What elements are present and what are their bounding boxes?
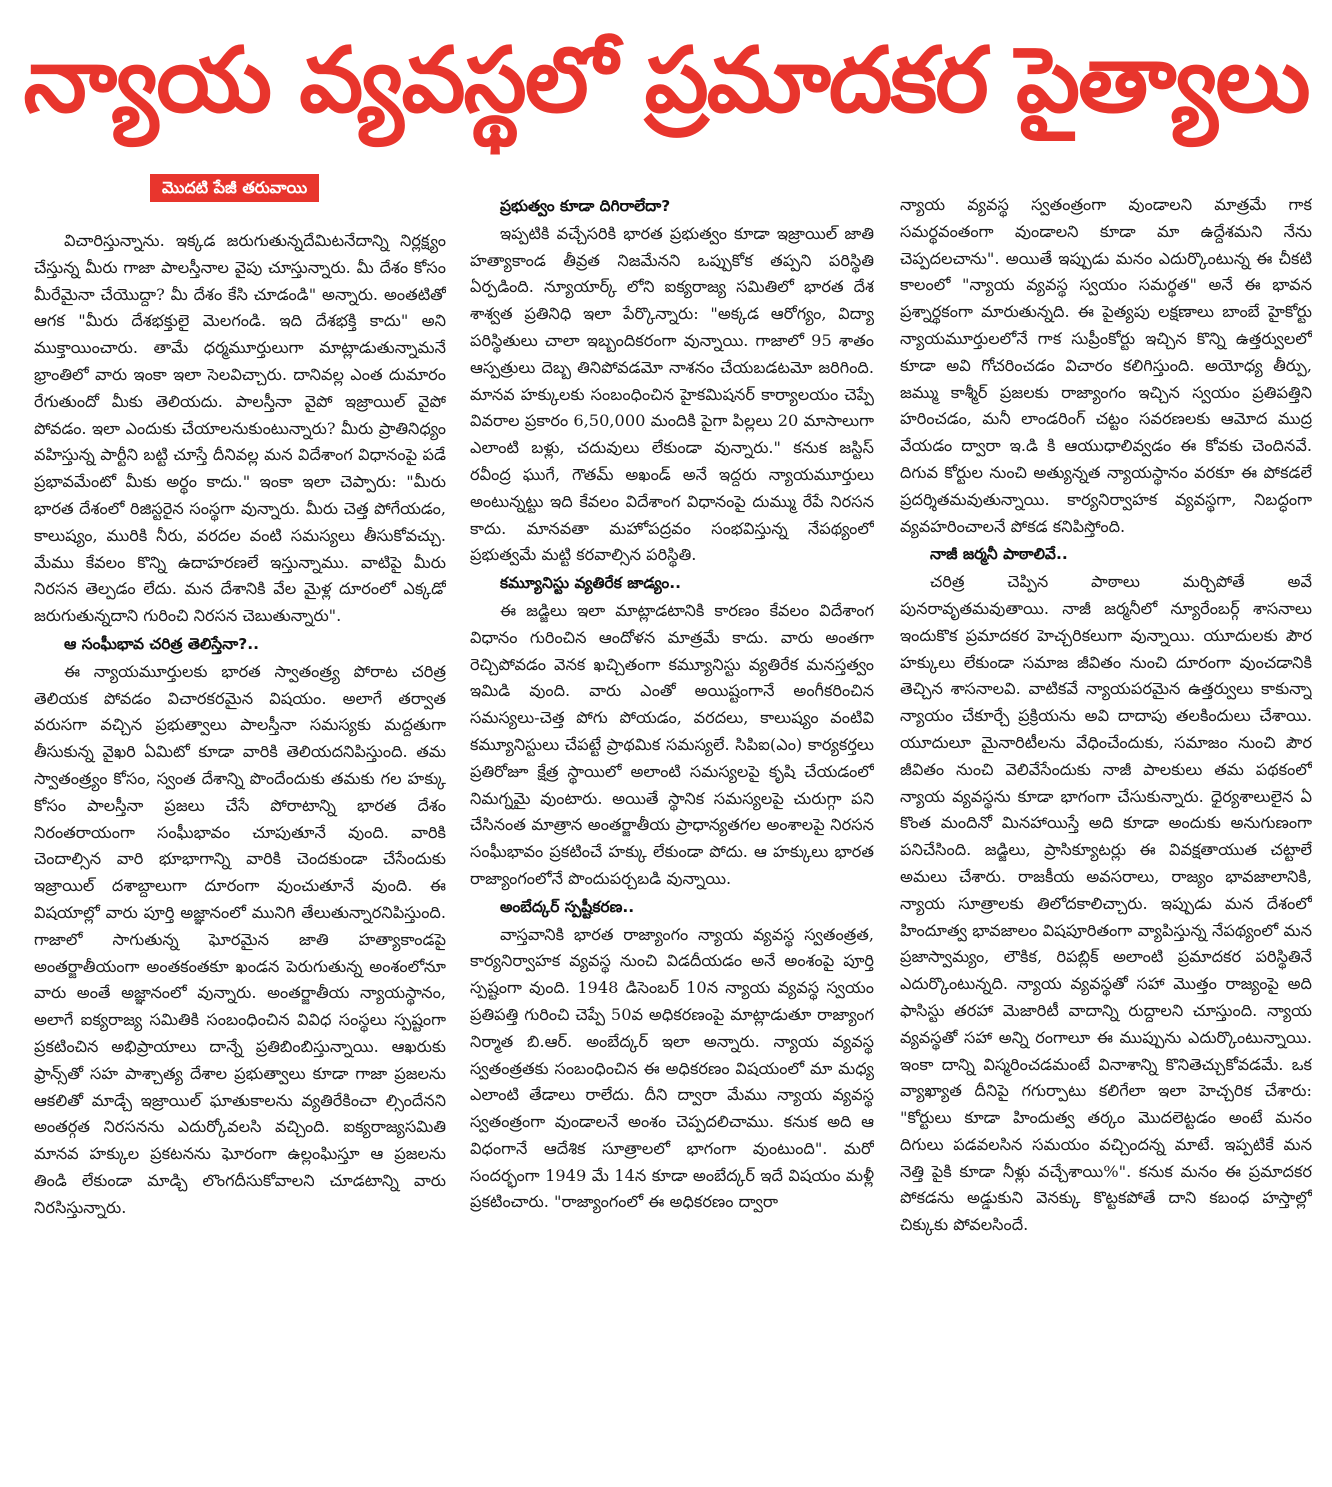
paragraph: ఈ న్యాయమూర్తులకు భారత స్వాతంత్ర్య పోరాట చరిత్ర తెలియక పోవడం విచారకరమైన విషయం. అలాగే తర్వాత వరుసగా వచ్చిన ప్రభుత్వాలు పాలస్తీనా సమస్యకు మద్దతుగా తీసుకున్న వైఖరి ఏమిటో కూడా వారికి తెలియదనిపిస్తుంది. తమ స్వాతంత్ర్యం కోసం, స్వంత దేశాన్ని పొందేందుకు తమకు గల హక్కు కోసం పాలస్తీనా ప్రజలు చేసే పోరాటాన్ని భారత దేశం నిరంతరాయంగా సంఘీభావం చూపుతూనే వుంది. వారికి చెందాల్సిన వారి భూభాగాన్ని వారికి చెందకుండా చేసేందుకు ఇజ్రాయిల్ దశాబ్దాలుగా దూరంగా వుంచుతూనే వుంది. ఈ విషయాల్లో వారు పూర్తి అజ్ఞానంలో మునిగి తేలుతున్నారనిపిస్తుంది. గాజాలో సాగుతున్న ఘోరమైన జాతి హత్యాకాండపై అంతర్జాతీయంగా అంతకంతకూ ఖండన పెరుగుతున్న అంశంలోనూ వారు అంతే అజ్ఞానంలో వున్నారు. అంతర్జాతీయ న్యాయస్థానం, అలాగే ఐక్యరాజ్య సమితికి సంబంధించిన వివిధ సంస్థలు స్పష్టంగా ప్రకటించిన అభిప్రాయాలు దాన్నే ప్రతిబింబిస్తున్నాయి. ఆఖరుకు ఫ్రాన్స్‌తో సహ పాశ్చాత్య దేశాల ప్రభుత్వాలు కూడా గాజా ప్రజలను ఆకలితో మాడ్చే ఇజ్రాయిల్ ఘాతుకాలను వ్యతిరేకించా ల్సిందేనని అంతర్గత నిరసనను ఎదుర్కోవలసి వచ్చింది. ఐక్యరాజ్యసమితి మానవ హక్కుల ప్రకటనను ఘోరంగా ఉల్లంఘిస్తూ ఆ ప్రజలను తిండి లేకుండా మాడ్చి లొంగదీసుకోవాలని చూడటాన్ని వారు నిరసిస్తున్నారు. xyxy=(34,661,446,1217)
headline: న్యాయ వ్యవస్థలో ప్రమాదకర పైత్యాలు xyxy=(23,28,1309,133)
subheading: ఆ సంఘీభావ చరిత్ర తెలిస్తేనా?.. xyxy=(64,634,260,653)
article-column-1 xyxy=(34,228,446,1468)
paragraph: ఈ జడ్జిలు ఇలా మాట్లాడటానికి కారణం కేవలం విదేశాంగ విధానం గురించిన ఆందోళన మాత్రమే కాదు. వారు అంతగా రెచ్చిపోవడం వెనక ఖచ్చితంగా కమ్యూనిస్టు వ్యతిరేక మనస్తత్వం ఇమిడి వుంది. వారు ఎంతో అయిష్టంగానే అంగీకరించిన సమస్యలు-చెత్త పోగు పోయడం, వరదలు, కాలుష్యం వంటివి కమ్యూనిస్టులు చేపట్టే ప్రాథమిక సమస్యలే. సిపిఐ(ఎం) కార్యకర్తలు ప్రతిరోజూ క్షేత్ర స్థాయిలో అలాంటి సమస్యలపై కృషి చేయడంలో నిమగ్నమై వుంటారు. అయితే స్థానిక సమస్యలపై చురుగ్గా పని చేసినంత మాత్రాన అంతర్జాతీయ ప్రాధాన్యతగల అంశాలపై నిరసన సంఘీభావం ప్రకటించే హక్కు లేకుండా పోదు. ఆ హక్కులు భారత రాజ్యాంగంలోనే పొందుపర్చబడి వున్నాయి. xyxy=(470,600,874,888)
continued-from-front-page-label: మొదటి పేజీ తరువాయి xyxy=(150,174,319,202)
article-column-2 xyxy=(470,192,874,1472)
paragraph: విచారిస్తున్నాను. ఇక్కడ జరుగుతున్నదేమిటనేదాన్ని నిర్లక్ష్యం చేస్తున్న మీరు గాజా పాలస్తీనాల వైపు చూస్తున్నారు. మీ దేశం కోసం మీరేమైనా చేయొద్దా? మీ దేశం కేసి చూడండి" అన్నారు. అంతటితో ఆగక "మీరు దేశభక్తులై మెలగండి. ఇది దేశభక్తి కాదు" అని ముక్తాయించారు. తామే ధర్మమూర్తులుగా మాట్లాడుతున్నామనే భ్రాంతిలో వారు ఇంకా ఇలా సెలవిచ్చారు. దానివల్ల ఎంత దుమారం రేగుతుందో మీకు తెలియదు. పాలస్తీనా వైపో ఇజ్రాయిల్ వైపో పోవడం. ఇలా ఎందుకు చేయాలనుకుంటున్నారు? మీరు ప్రాతినిధ్యం వహిస్తున్న పార్టీని బట్టి చూస్తే దీనివల్ల మన విదేశాంగ విధానంపై పడే ప్రభావమేంటో మీకు అర్థం కాదు." ఇంకా ఇలా చెప్పారు: "మీరు భారత దేశంలో రిజిస్టరైన సంస్థగా వున్నారు. మీరు చెత్త పోగేయడం, కాలుష్యం, మురికి నీరు, వరదల వంటి సమస్యలు తీసుకోవచ్చు. మేము కేవలం కొన్ని ఉదాహరణలే ఇస్తున్నాము. వాటిపై మీరు నిరసన తెల్పడం లేదు. మన దేశానికి వేల మైళ్ల దూరంలో ఎక్కడో జరుగుతున్నదాని గురించి నిరసన చెబుతున్నారు". xyxy=(34,231,446,626)
article-column-3 xyxy=(900,192,1312,1452)
paragraph: ఇప్పటికి వచ్చేసరికి భారత ప్రభుత్వం కూడా ఇజ్రాయిల్ జాతి హత్యాకాండ తీవ్రత నిజమేనని ఒప్పుకోక తప్పని పరిస్థితి ఏర్పడింది. న్యూయార్క్ లోని ఐక్యరాజ్య సమితిలో భారత దేశ శాశ్వత ప్రతినిధి ఇలా పేర్కొన్నారు: "అక్కడ ఆరోగ్యం, విద్యా పరిస్థితులు చాలా ఇబ్బందికరంగా వున్నాయి. గాజాలో 95 శాతం ఆస్పత్రులు దెబ్బ తినిపోవడమో నాశనం చేయబడటమో జరిగింది. మానవ హక్కులకు సంబంధించిన హైకమిషనర్ కార్యాలయం చెప్పే వివరాల ప్రకారం 6,50,000 మందికి పైగా పిల్లలు 20 మాసాలుగా ఎలాంటి బళ్లు, చదువులు లేకుండా వున్నారు." కనుక జస్టిస్ రవీంద్ర ఘుగే, గౌతమ్ అఖండ్ అనే ఇద్దరు న్యాయమూర్తులు అంటున్నట్టు ఇది కేవలం విదేశాంగ విధానంపై దుమ్ము రేపే నిరసన కాదు. మానవతా మహోపద్రవం సంభవిస్తున్న నేపథ్యంలో ప్రభుత్వమే మట్టి కరవాల్సిన పరిస్థితి. xyxy=(470,223,874,565)
paragraph: చరిత్ర చెప్పిన పాఠాలు మర్చిపోతే అవే పునరావృతమవుతాయి. నాజీ జర్మనీలో న్యూరేంబర్గ్ శాసనాలు ఇందుకొక ప్రమాదకర హెచ్చరికలుగా వున్నాయి. యూదులకు పౌర హక్కులు లేకుండా సమాజ జీవితం నుంచి దూరంగా వుంచడానికి తెచ్చిన శాసనాలవి. వాటికవే న్యాయపరమైన ఉత్తర్వులు కాకున్నా న్యాయం చేకూర్చే ప్రక్రియను అవి దాదాపు తలకిందులు చేశాయి. యూదులూ మైనారిటీలను వేధించేందుకు, సమాజం నుంచి పౌర జీవితం నుంచి వెలివేసేందుకు నాజీ పాలకులు తమ పథకంలో న్యాయ వ్యవస్థను కూడా భాగంగా చేసుకున్నారు. ధైర్యశాలులైన ఏ కొంత మందినో మినహాయిస్తే అది కూడా అందుకు అనుగుణంగా పనిచేసింది. జడ్జిలు, ప్రాసిక్యూటర్లు ఈ వివక్షతాయుత చట్టాలే అమలు చేశారు. రాజకీయ అవసరాలు, రాజ్యం భావజాలానికి, న్యాయ సూత్రాలకు తిలోదకాలిచ్చారు. ఇప్పుడు మన దేశంలో హిందూత్వ భావజాలం విషపూరితంగా వ్యాపిస్తున్న నేపథ్యంలో మన ప్రజాస్వామ్యం, లౌకిక, రిపబ్లిక్ అలాంటి ప్రమాదకర పరిస్థితినే ఎదుర్కొంటున్నది. న్యాయ వ్యవస్థతో సహా మొత్తం రాజ్యంపై అది ఫాసిస్టు తరహా మెజారిటీ వాదాన్ని రుద్దాలని చూస్తుంది. న్యాయ వ్యవస్థతో సహా అన్ని రంగాలూ ఈ ముప్పును ఎదుర్కొంటున్నాయి. ఇంకా దాన్ని విస్మరించడమంటే వినాశాన్ని కొనితెచ్చుకోవడమే. ఒక వ్యాఖ్యాత దీనిపై గగుర్పాటు కలిగేలా ఇలా హెచ్చరిక చేశారు: "కోర్టులు కూడా హిందుత్వ తర్కం మొదలెట్టడం అంటే మనం దిగులు పడవలసిన సమయం వచ్చిందన్న మాటే. ఇప్పటికే మన నెత్తి పైకి కూడా నీళ్లు వచ్చేశాయి%". కనుక మనం ఈ ప్రమాదకర పోకడను అడ్డుకుని వెనక్కు కొట్టకపోతే దాని కబంధ హస్తాల్లో చిక్కుకు పోవలసిందే. xyxy=(900,572,1312,1235)
subheading: అంబేద్కర్ స్పష్టీకరణ.. xyxy=(500,897,635,916)
subheading: కమ్యూనిస్టు వ్యతిరేక జాడ్యం.. xyxy=(500,574,681,593)
subheading: ప్రభుత్వం కూడా దిగిరాలేదా? xyxy=(500,197,671,215)
subheading: నాజీ జర్మనీ పాఠాలివే.. xyxy=(930,545,1068,564)
paragraph: వాస్తవానికి భారత రాజ్యాంగం న్యాయ వ్యవస్థ స్వతంత్రత, కార్యనిర్వాహక వ్యవస్థ నుంచి విడదీయడం అనే అంశంపై పూర్తి స్పష్టంగా వుంది. 1948 డిసెంబర్ 10న న్యాయ వ్యవస్థ స్వయం ప్రతిపత్తి గురించి చెప్పే 50వ అధికరణంపై మాట్లాడుతూ రాజ్యాంగ నిర్మాత బి.ఆర్. అంబేద్కర్ ఇలా అన్నారు. న్యాయ వ్యవస్థ స్వతంత్రతకు సంబంధించిన ఈ అధికరణం విషయంలో మా మధ్య ఎలాంటి తేడాలు రాలేదు. దీని ద్వారా మేము న్యాయ వ్యవస్థ స్వతంత్రంగా వుండాలనే అంశం చెప్పదలిచాము. కనుక అది ఆ విధంగానే ఆదేశిక సూత్రాలలో భాగంగా వుంటుంది". మరో సందర్భంగా 1949 మే 14న కూడా అంబేద్కర్ ఇదే విషయం మళ్లీ ప్రకటించారు. "రాజ్యాంగంలో ఈ అధికరణం ద్వారా xyxy=(470,924,874,1212)
paragraph: న్యాయ వ్యవస్థ స్వతంత్రంగా వుండాలని మాత్రమే గాక సమర్థవంతంగా వుండాలని కూడా మా ఉద్దేశమని నేను చెప్పదలచాను". అయితే ఇప్పుడు మనం ఎదుర్కొంటున్న ఈ చీకటి కాలంలో "న్యాయ వ్యవస్థ స్వయం సమర్థత" అనే ఈ భావన ప్రశ్నార్థకంగా మారుతున్నది. ఈ పైత్యపు లక్షణాలు బాంబే హైకోర్టు న్యాయమూర్తులలోనే గాక సుప్రీంకోర్టు ఇచ్చిన కొన్ని ఉత్తర్వులలో కూడా అవి గోచరించడం విచారం కలిగిస్తుంది. అయోధ్య తీర్పు, జమ్ము కాశ్మీర్ ప్రజలకు రాజ్యాంగం ఇచ్చిన స్వయం ప్రతిపత్తిని హరించడం, మనీ లాండరింగ్ చట్టం సవరణలకు ఆమోద ముద్ర వేయడం ద్వారా ఇ.డి కి ఆయుధాలివ్వడం ఈ కోవకు చెందినవే. దిగువ కోర్టుల నుంచి అత్యున్నత న్యాయస్థానం వరకూ ఈ పోకడలే ప్రదర్శితమవుతున్నాయి. కార్యనిర్వాహక వ్యవస్థగా, నిబద్ధంగా వ్యవహరించాలనే పోకడ కనిపిస్తోంది. xyxy=(900,195,1312,536)
